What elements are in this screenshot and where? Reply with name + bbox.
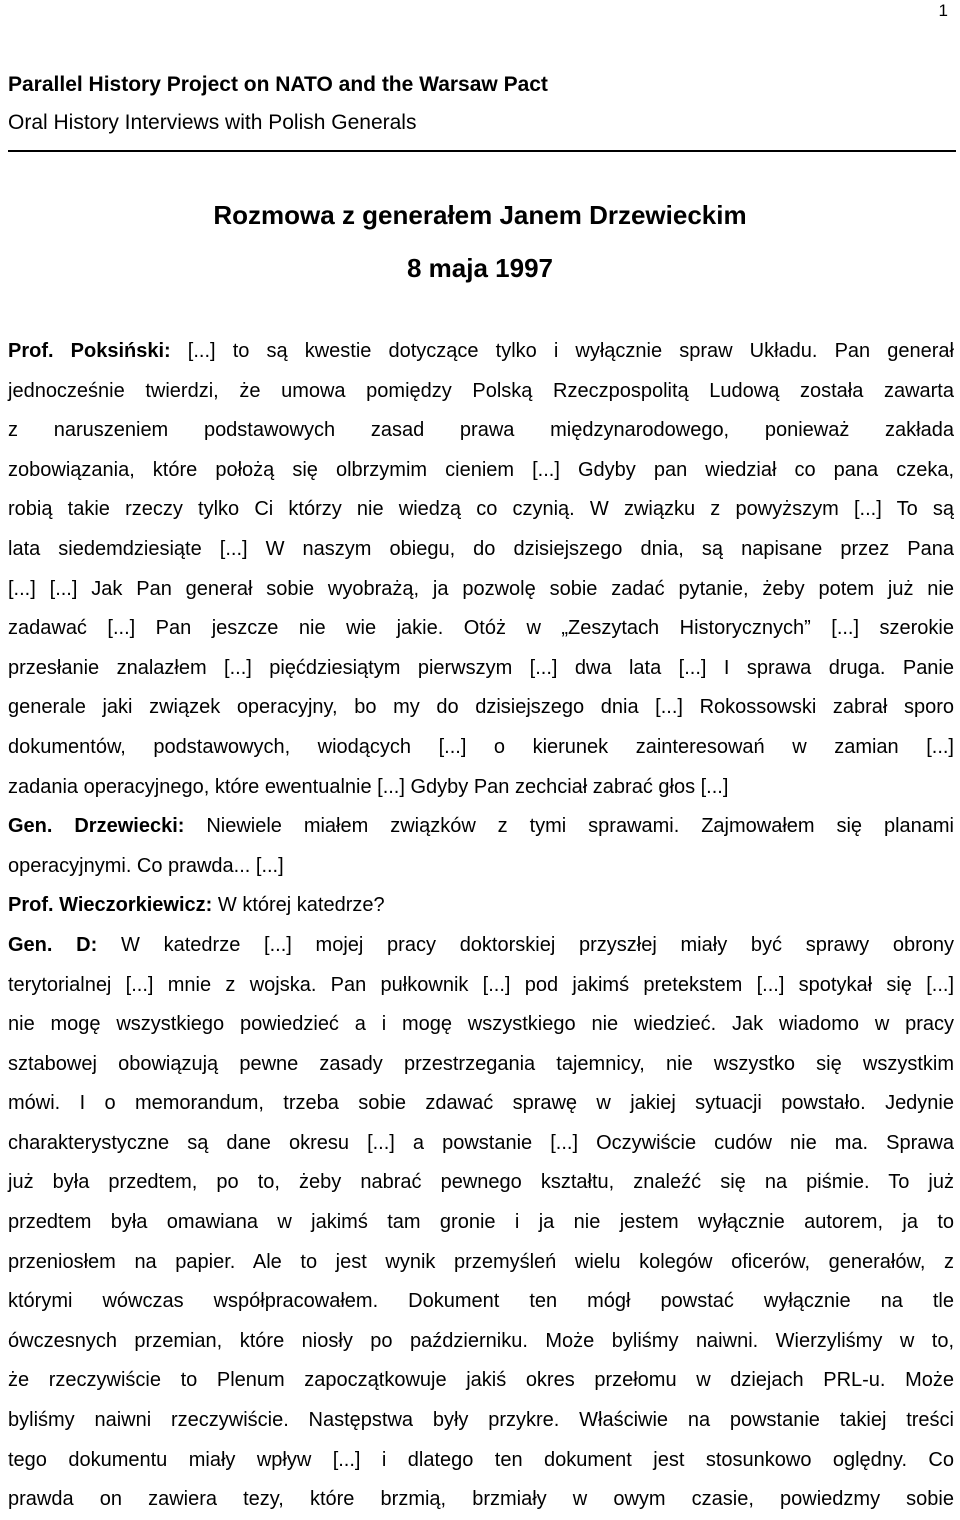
- document-date: 8 maja 1997: [406, 253, 553, 283]
- line-text: W katedrze [...] mojej pracy doktorskiej przyszłej miały być sprawy obrony: [97, 933, 954, 956]
- transcript-line: ówczesnych przemian, które niosły po październiku. Może byliśmy naiwni. Wierzyliśmy w to,: [8, 1329, 954, 1352]
- transcript-line: przesłanie znalazłem [...] pięćdziesiątym pierwszym [...] dwa lata [...] I sprawa druga. Panie: [8, 656, 954, 679]
- transcript-line: tego dokumentu miały wpływ [...] i dlatego ten dokument jest stosunkowo oględny. Co: [8, 1448, 954, 1471]
- transcript-line: prawda on zawiera tezy, które brzmią, brzmiały w owym czasie, powiedzmy sobie: [8, 1488, 954, 1511]
- transcript-line: przedtem była omawiana w jakimś tam gronie i ja nie jestem wyłącznie autorem, ja to: [8, 1211, 954, 1234]
- speaker-label: Gen. Drzewiecki:: [8, 815, 185, 838]
- transcript-line: już była przedtem, po to, żeby nabrać pewnego kształtu, znaleźć się na piśmie. To już: [8, 1171, 954, 1194]
- transcript-line: operacyjnymi. Co prawda... [...]: [8, 854, 284, 877]
- transcript-line: lata siedemdziesiąte [...] W naszym obiegu, do dzisiejszego dnia, są napisane przez Pana: [8, 537, 954, 560]
- transcript-line: [...] [...] Jak Pan generał sobie wyobrażą, ja pozwolę sobie zadać pytanie, żeby potem już nie: [8, 577, 954, 600]
- speaker-label: Prof. Poksiński:: [8, 340, 171, 362]
- transcript-line: robią takie rzeczy tylko Ci którzy nie wiedzą co czynią. W związku z powyższym [...] To są: [8, 498, 954, 521]
- transcript-line: dokumentów, podstawowych, wiodących [...] o kierunek zainteresowań w zamian [...]: [8, 735, 954, 758]
- transcript-line: [8, 886, 954, 926]
- transcript-line: charakterystyczne są dane okresu [...] a powstanie [...] Oczywiście cudów nie ma. Sprawa: [8, 1131, 954, 1154]
- transcript-line: jednocześnie twierdzi, że umowa pomiędzy Polską Rzeczpospolitą Ludową została zawarta: [8, 379, 954, 402]
- document-header: [8, 70, 956, 152]
- line-text: [...] to są kwestie dotyczące tylko i wyłącznie spraw Układu. Pan generał: [170, 340, 954, 362]
- document-title: Rozmowa z generałem Janem Drzewieckim: [213, 200, 747, 230]
- transcript-body: [8, 332, 954, 1520]
- speaker-label: Gen. D:: [8, 933, 98, 956]
- transcript-line: byliśmy naiwni rzeczywiście. Następstwa były przykre. Właściwie na powstanie takiej treści: [8, 1409, 954, 1432]
- transcript-line: zobowiązania, które położą się olbrzymim cieniem [...] Gdyby pan wiedział co pana czeka,: [8, 458, 954, 481]
- transcript-line: terytorialnej [...] mnie z wojska. Pan pułkownik [...] pod jakimś pretekstem [...] spotykał się [...]: [8, 973, 954, 996]
- transcript-line: zadawać [...] Pan jeszcze nie wie jakie. Otóż w „Zeszytach Historycznych” [...] szerokie: [8, 617, 954, 640]
- transcript-line: z naruszeniem podstawowych zasad prawa międzynarodowego, ponieważ zakłada: [8, 419, 954, 442]
- transcript-line: mówi. I o memorandum, trzeba sobie zdawać sprawę w jakiej sytuacji powstało. Jedynie: [8, 1092, 954, 1115]
- speaker-label: Prof. Wieczorkiewicz:: [8, 894, 213, 917]
- transcript-line: nie mogę wszystkiego powiedzieć a i mogę wszystkiego nie wiedzieć. Jak wiadomo w pracy: [8, 1013, 954, 1036]
- transcript-line: zadania operacyjnego, które ewentualnie [...] Gdyby Pan zechciał zabrać głos [...]: [8, 775, 729, 798]
- transcript-line: którymi wówczas współpracowałem. Dokument ten mógł powstać wyłącznie na tle: [8, 1290, 954, 1313]
- transcript-line: [8, 926, 954, 966]
- header-subtitle: Oral History Interviews with Polish Generals: [8, 111, 417, 134]
- page-number: 1: [938, 1, 948, 20]
- line-text: W której katedrze?: [212, 894, 385, 917]
- line-text: Niewiele miałem związków z tymi sprawami. Zajmowałem się planami: [184, 815, 954, 838]
- transcript-line: że rzeczywiście to Plenum zapoczątkowuje jakiś okres przełomu w dziejach PRL-u. Może: [8, 1369, 954, 1392]
- transcript-line: przeniosłem na papier. Ale to jest wynik przemyśleń wielu kolegów oficerów, generałów, z: [8, 1250, 954, 1273]
- transcript-line: sztabowej obowiązują pewne zasady przestrzegania tajemnicy, nie wszystko się wszystkim: [8, 1052, 954, 1075]
- transcript-line: [8, 332, 954, 372]
- header-title: Parallel History Project on NATO and the Warsaw Pact: [8, 73, 548, 96]
- transcript-line: generale jaki związek operacyjny, bo my do dzisiejszego dnia [...] Rokossowski zabrał sporo: [8, 696, 954, 719]
- transcript-line: [8, 807, 954, 847]
